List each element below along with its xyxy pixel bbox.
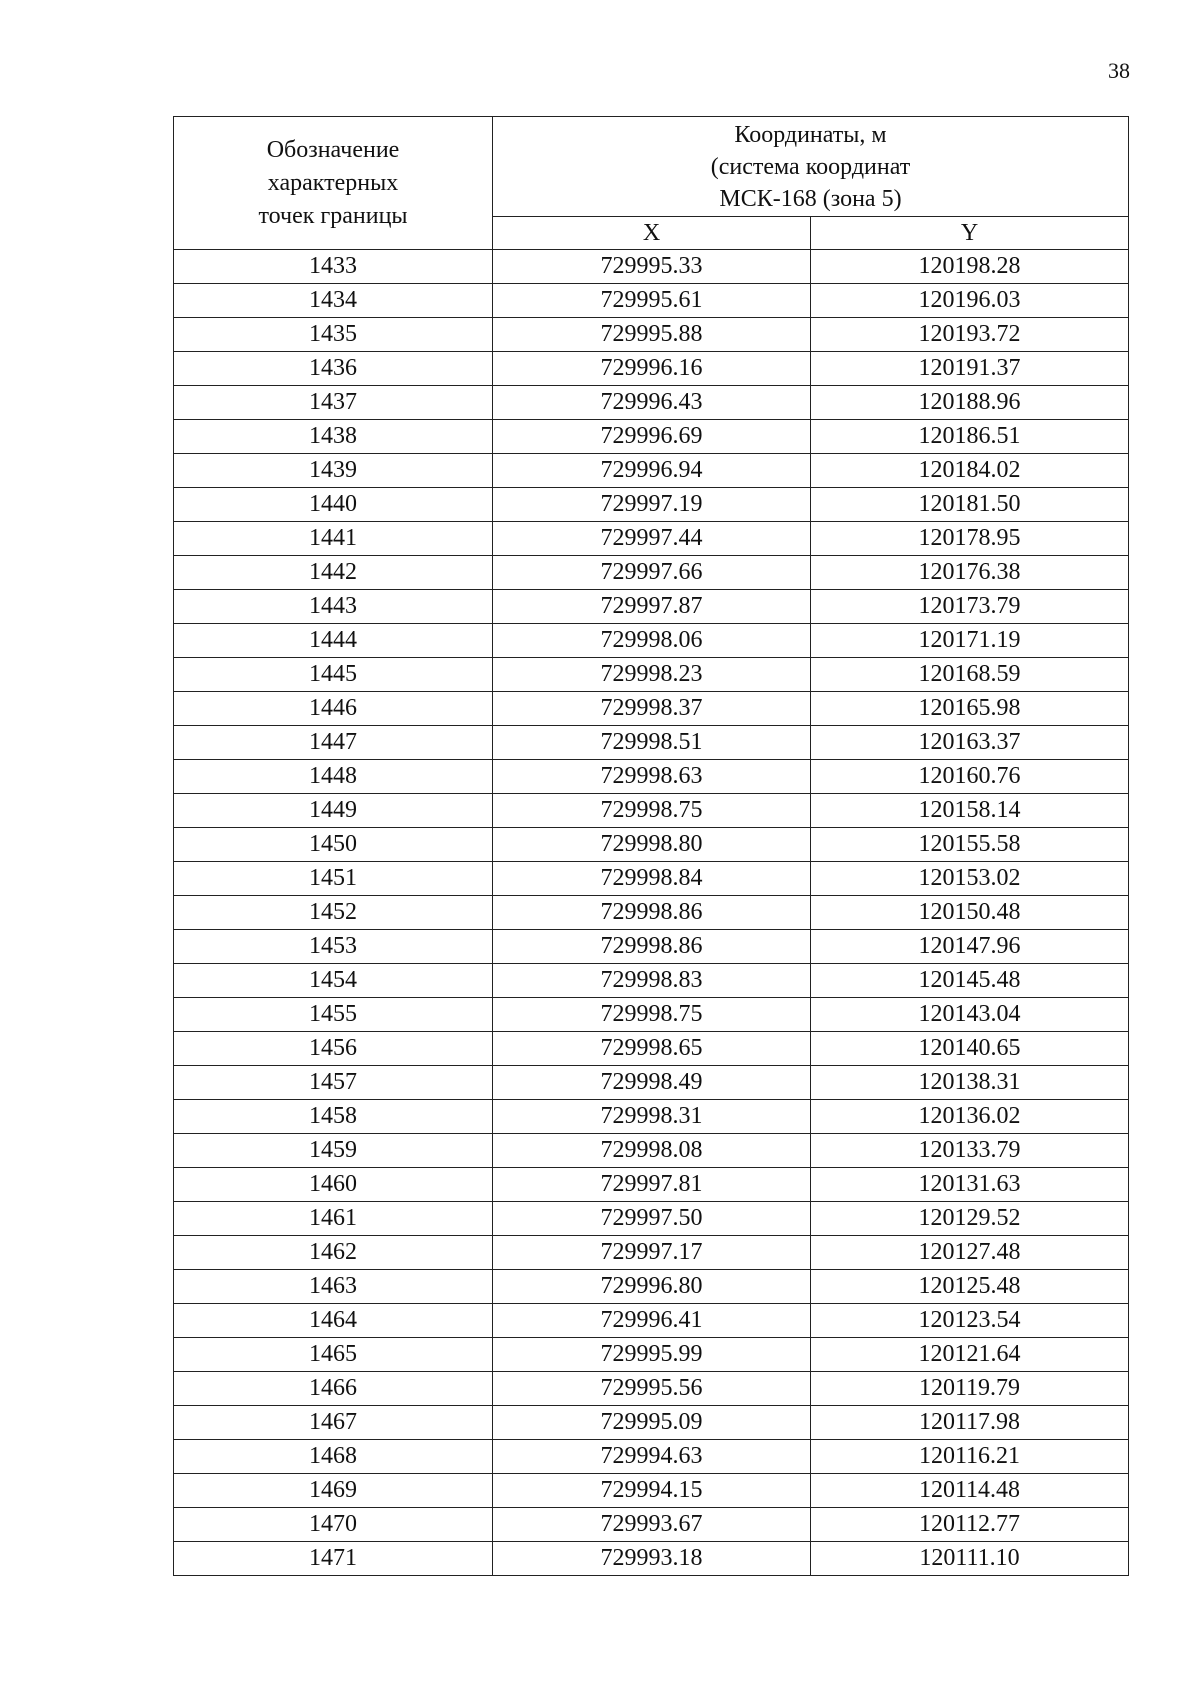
y-coordinate-cell: 120119.79 <box>811 1372 1129 1406</box>
table-row <box>174 1304 1129 1338</box>
point-id-cell: 1442 <box>174 556 493 590</box>
table-row <box>174 590 1129 624</box>
y-coordinate-cell: 120158.14 <box>811 794 1129 828</box>
point-label-header <box>174 117 493 250</box>
table-row <box>174 1542 1129 1576</box>
x-coordinate-cell: 729998.06 <box>493 624 811 658</box>
x-coordinate-cell: 729998.37 <box>493 692 811 726</box>
table-row <box>174 726 1129 760</box>
table-row <box>174 1100 1129 1134</box>
y-coordinate-cell: 120145.48 <box>811 964 1129 998</box>
y-coordinate-cell: 120112.77 <box>811 1508 1129 1542</box>
point-id-cell: 1440 <box>174 488 493 522</box>
table-row <box>174 488 1129 522</box>
x-coordinate-cell: 729998.65 <box>493 1032 811 1066</box>
y-coordinate-cell: 120155.58 <box>811 828 1129 862</box>
point-id-cell: 1449 <box>174 794 493 828</box>
x-coordinate-cell: 729995.09 <box>493 1406 811 1440</box>
point-id-cell: 1447 <box>174 726 493 760</box>
point-id-cell: 1437 <box>174 386 493 420</box>
point-id-cell: 1446 <box>174 692 493 726</box>
x-coordinate-cell: 729994.15 <box>493 1474 811 1508</box>
point-id-cell: 1468 <box>174 1440 493 1474</box>
y-coordinate-cell: 120160.76 <box>811 760 1129 794</box>
table-row <box>174 1066 1129 1100</box>
table-row <box>174 624 1129 658</box>
x-coordinate-cell: 729996.80 <box>493 1270 811 1304</box>
coordinates-header-line: (система координат <box>710 153 911 180</box>
point-id-cell: 1456 <box>174 1032 493 1066</box>
y-coordinate-cell: 120153.02 <box>811 862 1129 896</box>
table-row <box>174 454 1129 488</box>
point-id-cell: 1444 <box>174 624 493 658</box>
table-row <box>174 760 1129 794</box>
y-coordinate-cell: 120163.37 <box>811 726 1129 760</box>
table-row <box>174 250 1129 284</box>
x-coordinate-cell: 729997.19 <box>493 488 811 522</box>
table-row <box>174 998 1129 1032</box>
table-row <box>174 1474 1129 1508</box>
point-id-cell: 1465 <box>174 1338 493 1372</box>
point-id-cell: 1453 <box>174 930 493 964</box>
y-coordinate-cell: 120150.48 <box>811 896 1129 930</box>
y-coordinate-cell: 120117.98 <box>811 1406 1129 1440</box>
y-coordinate-cell: 120171.19 <box>811 624 1129 658</box>
x-coordinate-cell: 729996.69 <box>493 420 811 454</box>
y-coordinate-cell: 120114.48 <box>811 1474 1129 1508</box>
table-row <box>174 794 1129 828</box>
table-row <box>174 1440 1129 1474</box>
y-coordinate-cell: 120196.03 <box>811 284 1129 318</box>
table-row <box>174 964 1129 998</box>
y-coordinate-cell: 120165.98 <box>811 692 1129 726</box>
point-id-cell: 1471 <box>174 1542 493 1576</box>
y-column-header: Y <box>811 217 1129 250</box>
y-coordinate-cell: 120127.48 <box>811 1236 1129 1270</box>
point-id-cell: 1438 <box>174 420 493 454</box>
table-row <box>174 1202 1129 1236</box>
x-coordinate-cell: 729997.87 <box>493 590 811 624</box>
y-coordinate-cell: 120186.51 <box>811 420 1129 454</box>
point-id-cell: 1439 <box>174 454 493 488</box>
x-coordinate-cell: 729997.81 <box>493 1168 811 1202</box>
coordinates-header-line: МСК-168 (зона 5) <box>719 185 902 212</box>
y-coordinate-cell: 120173.79 <box>811 590 1129 624</box>
y-coordinate-cell: 120133.79 <box>811 1134 1129 1168</box>
table-row <box>174 284 1129 318</box>
table-row <box>174 1372 1129 1406</box>
table-row <box>174 1406 1129 1440</box>
point-id-cell: 1452 <box>174 896 493 930</box>
point-id-cell: 1448 <box>174 760 493 794</box>
point-id-cell: 1466 <box>174 1372 493 1406</box>
page-number: 38 <box>1108 58 1130 83</box>
point-id-cell: 1460 <box>174 1168 493 1202</box>
y-coordinate-cell: 120193.72 <box>811 318 1129 352</box>
point-label-header-line: точек границы <box>258 202 408 229</box>
point-id-cell: 1455 <box>174 998 493 1032</box>
table-row <box>174 1338 1129 1372</box>
table-row <box>174 828 1129 862</box>
y-coordinate-cell: 120181.50 <box>811 488 1129 522</box>
table-row <box>174 420 1129 454</box>
table-row <box>174 318 1129 352</box>
x-coordinate-cell: 729998.08 <box>493 1134 811 1168</box>
coordinates-table <box>173 116 1129 1576</box>
table-row <box>174 1270 1129 1304</box>
y-coordinate-cell: 120198.28 <box>811 250 1129 284</box>
table-row <box>174 930 1129 964</box>
table-row <box>174 1168 1129 1202</box>
x-coordinate-cell: 729998.84 <box>493 862 811 896</box>
x-coordinate-cell: 729997.17 <box>493 1236 811 1270</box>
x-coordinate-cell: 729996.41 <box>493 1304 811 1338</box>
x-coordinate-cell: 729997.66 <box>493 556 811 590</box>
x-coordinate-cell: 729998.23 <box>493 658 811 692</box>
x-coordinate-cell: 729998.83 <box>493 964 811 998</box>
x-coordinate-cell: 729997.44 <box>493 522 811 556</box>
y-coordinate-cell: 120143.04 <box>811 998 1129 1032</box>
point-id-cell: 1463 <box>174 1270 493 1304</box>
y-coordinate-cell: 120188.96 <box>811 386 1129 420</box>
point-id-cell: 1462 <box>174 1236 493 1270</box>
x-coordinate-cell: 729993.67 <box>493 1508 811 1542</box>
point-id-cell: 1433 <box>174 250 493 284</box>
y-coordinate-cell: 120178.95 <box>811 522 1129 556</box>
point-id-cell: 1461 <box>174 1202 493 1236</box>
y-coordinate-cell: 120168.59 <box>811 658 1129 692</box>
table-row <box>174 1236 1129 1270</box>
x-coordinate-cell: 729998.75 <box>493 998 811 1032</box>
table-header <box>174 117 1129 250</box>
y-coordinate-cell: 120191.37 <box>811 352 1129 386</box>
x-coordinate-cell: 729995.61 <box>493 284 811 318</box>
x-coordinate-cell: 729994.63 <box>493 1440 811 1474</box>
y-coordinate-cell: 120176.38 <box>811 556 1129 590</box>
x-coordinate-cell: 729998.86 <box>493 896 811 930</box>
x-coordinate-cell: 729995.33 <box>493 250 811 284</box>
y-coordinate-cell: 120116.21 <box>811 1440 1129 1474</box>
y-coordinate-cell: 120140.65 <box>811 1032 1129 1066</box>
y-coordinate-cell: 120138.31 <box>811 1066 1129 1100</box>
x-coordinate-cell: 729998.51 <box>493 726 811 760</box>
table-row <box>174 692 1129 726</box>
point-id-cell: 1434 <box>174 284 493 318</box>
x-coordinate-cell: 729995.56 <box>493 1372 811 1406</box>
y-coordinate-cell: 120184.02 <box>811 454 1129 488</box>
table-row <box>174 1508 1129 1542</box>
table-body <box>174 250 1129 1576</box>
point-id-cell: 1459 <box>174 1134 493 1168</box>
x-coordinate-cell: 729995.99 <box>493 1338 811 1372</box>
coordinates-header-line: Координаты, м <box>734 121 887 148</box>
y-coordinate-cell: 120129.52 <box>811 1202 1129 1236</box>
point-id-cell: 1464 <box>174 1304 493 1338</box>
x-coordinate-cell: 729998.86 <box>493 930 811 964</box>
table-row <box>174 1134 1129 1168</box>
point-id-cell: 1443 <box>174 590 493 624</box>
point-label-header-line: Обозначение <box>266 136 400 163</box>
table-row <box>174 556 1129 590</box>
point-id-cell: 1435 <box>174 318 493 352</box>
point-id-cell: 1469 <box>174 1474 493 1508</box>
x-coordinate-cell: 729993.18 <box>493 1542 811 1576</box>
y-coordinate-cell: 120147.96 <box>811 930 1129 964</box>
x-coordinate-cell: 729997.50 <box>493 1202 811 1236</box>
table-row <box>174 862 1129 896</box>
x-coordinate-cell: 729998.63 <box>493 760 811 794</box>
point-id-cell: 1441 <box>174 522 493 556</box>
point-id-cell: 1451 <box>174 862 493 896</box>
point-id-cell: 1445 <box>174 658 493 692</box>
y-coordinate-cell: 120125.48 <box>811 1270 1129 1304</box>
y-coordinate-cell: 120123.54 <box>811 1304 1129 1338</box>
point-id-cell: 1458 <box>174 1100 493 1134</box>
table-row <box>174 386 1129 420</box>
x-coordinate-cell: 729998.49 <box>493 1066 811 1100</box>
x-coordinate-cell: 729998.75 <box>493 794 811 828</box>
x-coordinate-cell: 729998.31 <box>493 1100 811 1134</box>
table-row <box>174 352 1129 386</box>
x-coordinate-cell: 729995.88 <box>493 318 811 352</box>
x-coordinate-cell: 729998.80 <box>493 828 811 862</box>
point-id-cell: 1457 <box>174 1066 493 1100</box>
table-row <box>174 1032 1129 1066</box>
table-row <box>174 522 1129 556</box>
point-id-cell: 1454 <box>174 964 493 998</box>
x-column-header: X <box>493 217 811 250</box>
point-id-cell: 1470 <box>174 1508 493 1542</box>
x-coordinate-cell: 729996.16 <box>493 352 811 386</box>
x-coordinate-cell: 729996.94 <box>493 454 811 488</box>
y-coordinate-cell: 120121.64 <box>811 1338 1129 1372</box>
point-id-cell: 1436 <box>174 352 493 386</box>
table-row <box>174 658 1129 692</box>
table-row <box>174 896 1129 930</box>
y-coordinate-cell: 120131.63 <box>811 1168 1129 1202</box>
point-id-cell: 1450 <box>174 828 493 862</box>
coordinates-header <box>493 117 1129 217</box>
point-id-cell: 1467 <box>174 1406 493 1440</box>
point-label-header-line: характерных <box>267 169 399 196</box>
y-coordinate-cell: 120136.02 <box>811 1100 1129 1134</box>
x-coordinate-cell: 729996.43 <box>493 386 811 420</box>
y-coordinate-cell: 120111.10 <box>811 1542 1129 1576</box>
